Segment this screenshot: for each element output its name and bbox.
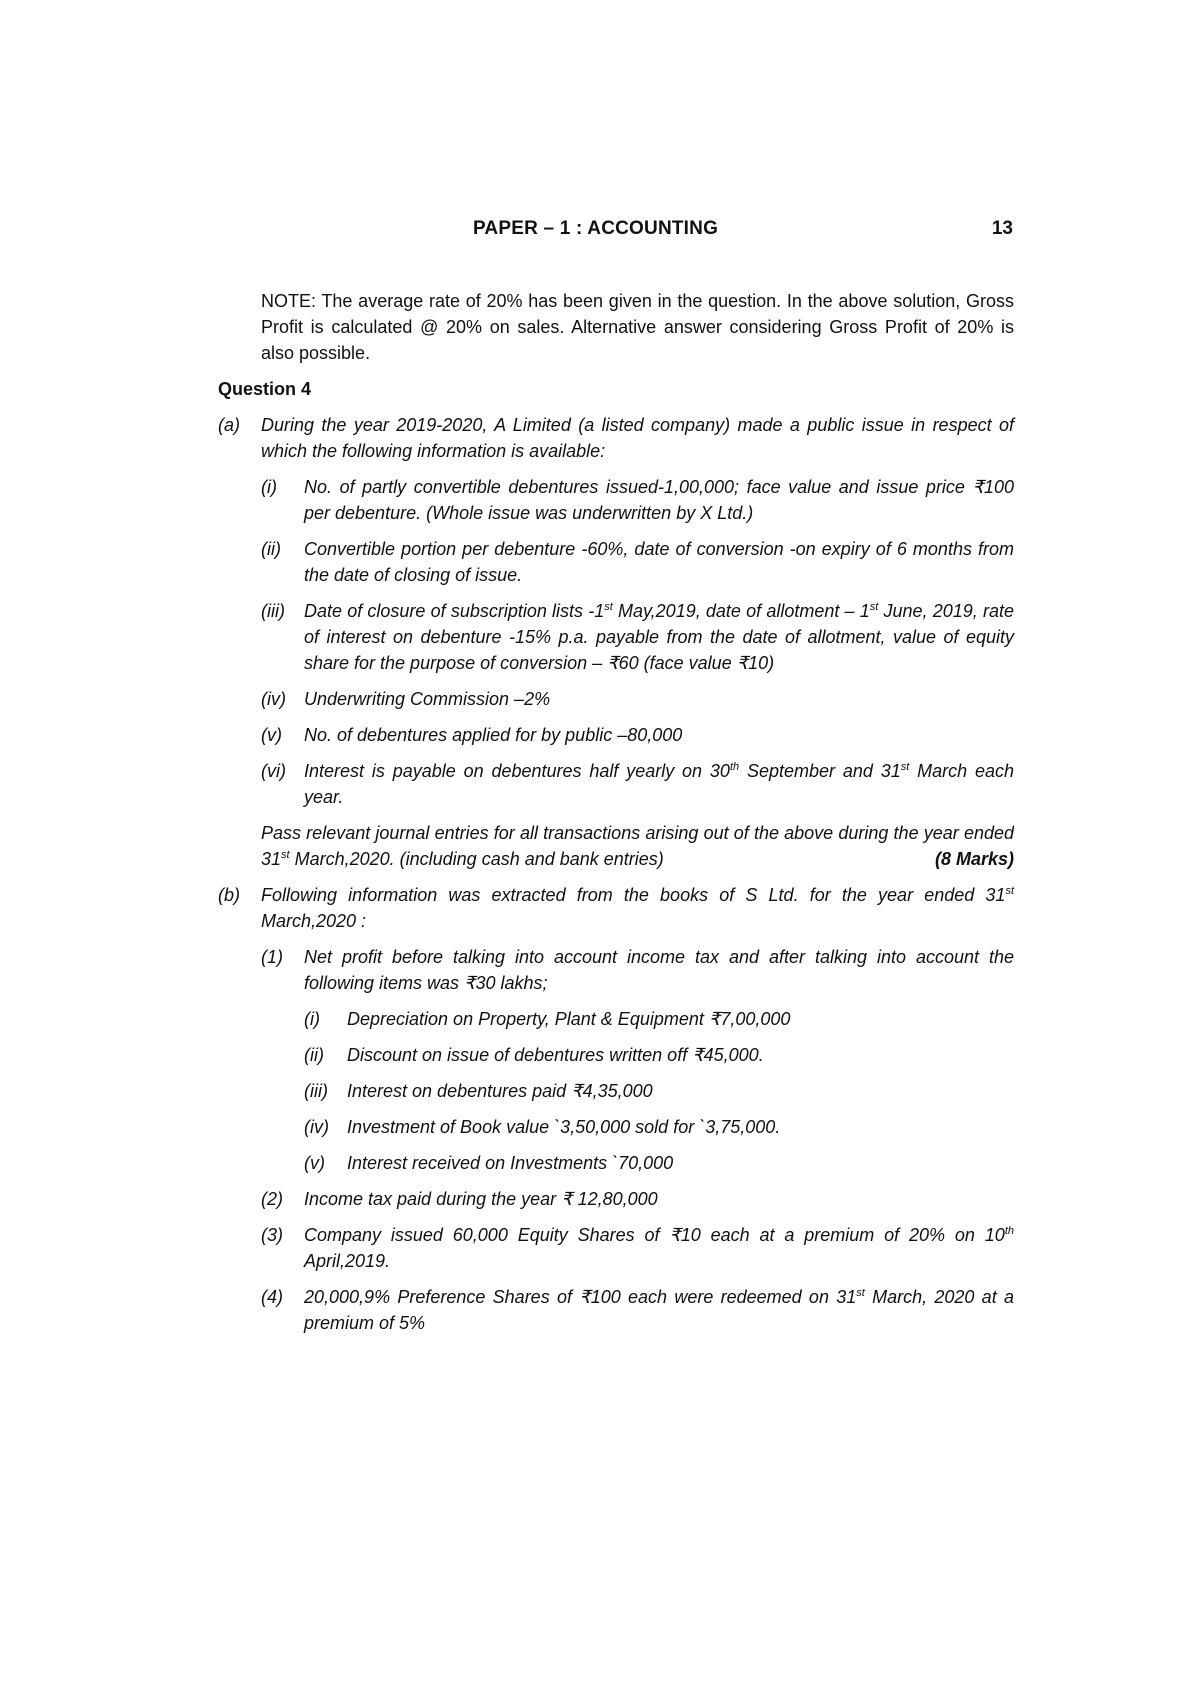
item-label: (iv) (304, 1117, 329, 1137)
item-label: (i) (261, 477, 277, 497)
item-text: 20,000,9% Preference Shares of ₹100 each were redeemed on 31st March, 2020 at a premium of 5% (304, 1287, 1014, 1333)
item-label: (iii) (304, 1081, 328, 1101)
item-text: No. of partly convertible debentures issued-1,00,000; face value and issue price ₹100 per debenture. (Whole issue was underwritten by X Ltd.) (304, 477, 1014, 523)
list-item (261, 722, 1014, 748)
item-text: Company issued 60,000 Equity Shares of ₹10 each at a premium of 20% on 10th April,2019. (304, 1225, 1014, 1271)
item-label: (ii) (261, 539, 281, 559)
list-item (261, 598, 1014, 676)
page-header-title: PAPER – 1 : ACCOUNTING (472, 218, 719, 239)
part-a-label: (a) (218, 415, 240, 435)
item-text: No. of debentures applied for by public –80,000 (304, 725, 683, 745)
sub-list-item (304, 1150, 1014, 1176)
item-label: (4) (261, 1287, 283, 1307)
marks-label: (8 Marks) (934, 849, 1014, 869)
item-label: (ii) (304, 1045, 324, 1065)
item-label: (iii) (261, 601, 285, 621)
item-text: Date of closure of subscription lists -1st May,2019, date of allotment – 1st June, 2019, rate of interest on debenture -15% p.a. payable from the date of allotment, value of equity share for the purpose of conversion – ₹60 (face value ₹10) (304, 601, 1014, 673)
part-a-instruction: Pass relevant journal entries for all transactions arising out of the above during the year ended 31st March,2020. (including cash and bank entries) (8 Marks) (261, 820, 1014, 872)
item-label: (1) (261, 947, 283, 967)
part-a (218, 412, 1014, 464)
sub-list-item (304, 1078, 1014, 1104)
list-item (261, 758, 1014, 810)
item-text: Income tax paid during the year ₹ 12,80,000 (304, 1189, 658, 1209)
item-label: (v) (304, 1153, 325, 1173)
item-label: (3) (261, 1225, 283, 1245)
item-text: Depreciation on Property, Plant & Equipment ₹7,00,000 (347, 1009, 791, 1029)
part-a-intro: During the year 2019-2020, A Limited (a listed company) made a public issue in respect of which the following information is available: (261, 415, 1014, 461)
list-item (261, 474, 1014, 526)
list-item (261, 536, 1014, 588)
item-text: Interest received on Investments `70,000 (347, 1153, 674, 1173)
item-text: Underwriting Commission –2% (304, 689, 551, 709)
part-b-intro: Following information was extracted from the books of S Ltd. for the year ended 31st March,2020 : (261, 885, 1014, 931)
item-text: Discount on issue of debentures written off ₹45,000. (347, 1045, 764, 1065)
sub-list-item (304, 1114, 1014, 1140)
question-heading: Question 4 (218, 379, 312, 399)
item-label: (2) (261, 1189, 283, 1209)
item-label: (vi) (261, 761, 286, 781)
part-b (218, 882, 1014, 934)
item-text: Interest on debentures paid ₹4,35,000 (347, 1081, 653, 1101)
sub-list-item (304, 1042, 1014, 1068)
page-number: 13 (991, 218, 1013, 239)
list-item (261, 1222, 1014, 1274)
item-text: Convertible portion per debenture -60%, date of conversion -on expiry of 6 months from the date of closing of issue. (304, 539, 1014, 585)
page-content (218, 288, 1014, 1336)
list-item (261, 1186, 1014, 1212)
list-item (261, 686, 1014, 712)
item-text: Interest is payable on debentures half yearly on 30th September and 31st March each year. (304, 761, 1015, 807)
note-paragraph: NOTE: The average rate of 20% has been given in the question. In the above solution, Gross Profit is calculated @ 20% on sales. Alternative answer considering Gross Profit of 20% is also possible. (261, 291, 1014, 363)
part-b-label: (b) (218, 885, 240, 905)
sub-list-item (304, 1006, 1014, 1032)
item-text: Investment of Book value `3,50,000 sold for `3,75,000. (347, 1117, 781, 1137)
item-label: (i) (304, 1009, 320, 1029)
list-item (261, 1284, 1014, 1336)
list-item (261, 944, 1014, 996)
item-text: Net profit before talking into account income tax and after talking into account the following items was ₹30 lakhs; (304, 947, 1014, 993)
item-label: (iv) (261, 689, 286, 709)
item-label: (v) (261, 725, 282, 745)
